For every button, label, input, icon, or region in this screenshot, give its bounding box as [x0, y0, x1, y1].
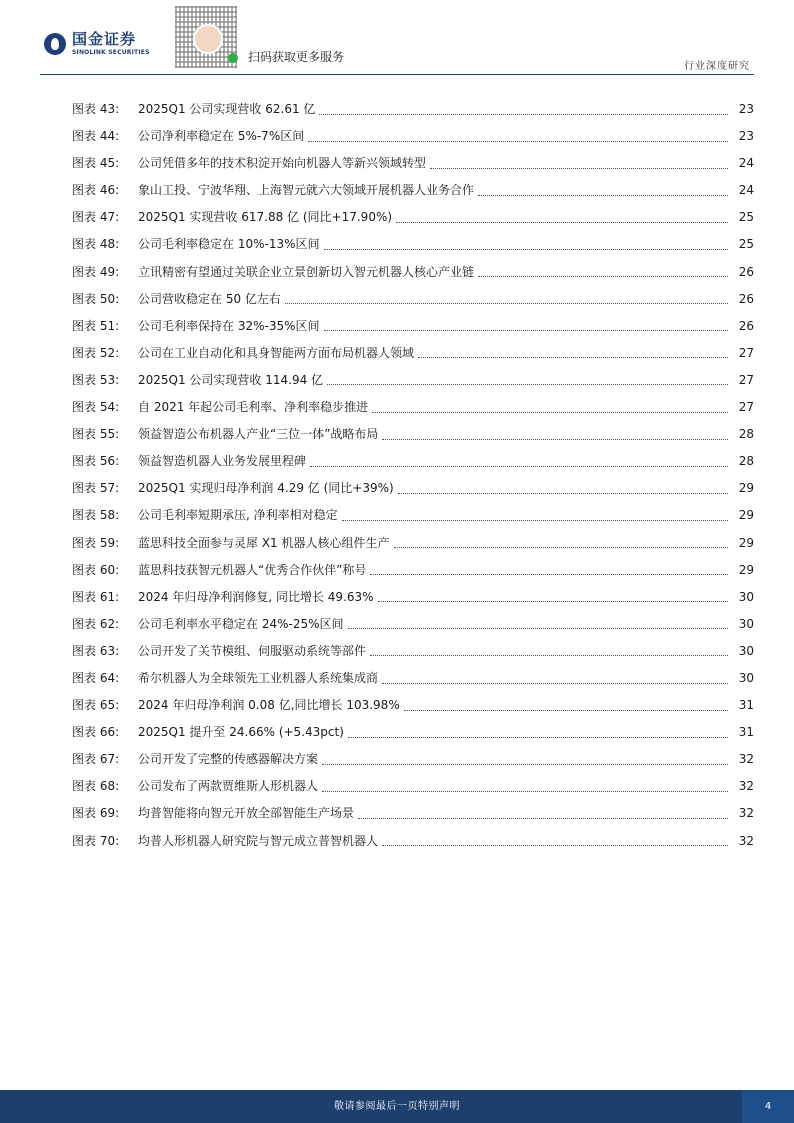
- toc-entry-title: 公司毛利率稳定在 10%-13%区间: [138, 237, 320, 252]
- toc-dot-leader: [342, 519, 728, 521]
- toc-dot-leader: [372, 411, 728, 413]
- toc-entry-page: 30: [738, 643, 754, 658]
- toc-entry[interactable]: [72, 231, 754, 258]
- toc-entry-title: 立讯精密有望通过关联企业立景创新切入智元机器人核心产业链: [138, 264, 475, 279]
- toc-entry-page: 32: [738, 752, 754, 767]
- toc-dot-leader: [310, 465, 728, 467]
- toc-entry-page: 23: [738, 129, 754, 144]
- toc-entry-page: 30: [738, 670, 754, 685]
- toc-entry-page: 27: [738, 400, 754, 415]
- toc-entry[interactable]: [72, 530, 754, 557]
- toc-entry-label: 图表 70:: [72, 833, 120, 848]
- toc-entry-page: 25: [738, 237, 754, 252]
- scan-for-services-text: 扫码获取更多服务: [248, 50, 345, 64]
- toc-entry[interactable]: [72, 475, 754, 502]
- toc-entry-label: 图表 54:: [72, 400, 120, 415]
- toc-dot-leader: [478, 194, 728, 196]
- toc-entry-title: 公司毛利率水平稳定在 24%-25%区间: [138, 616, 344, 631]
- toc-entry-label: 图表 58:: [72, 508, 120, 523]
- toc-entry-title: 2025Q1 提升至 24.66% (+5.43pct): [138, 725, 344, 740]
- toc-entry-title: 希尔机器人为全球领先工业机器人系统集成商: [138, 670, 379, 685]
- toc-entry[interactable]: [72, 259, 754, 286]
- toc-entry-title: 公司毛利率保持在 32%-35%区间: [138, 318, 320, 333]
- toc-entry-page: 32: [738, 806, 754, 821]
- toc-entry[interactable]: [72, 286, 754, 313]
- toc-dot-leader: [370, 573, 728, 575]
- toc-entry-label: 图表 60:: [72, 562, 120, 577]
- toc-entry-label: 图表 65:: [72, 698, 120, 713]
- toc-entry-title: 2025Q1 实现归母净利润 4.29 亿 (同比+39%): [138, 481, 394, 496]
- toc-entry-title: 象山工投、宁波华翔、上海智元就六大领域开展机器人业务合作: [138, 183, 475, 198]
- toc-dot-leader: [324, 248, 729, 250]
- toc-entry-title: 公司发布了两款贾维斯人形机器人: [138, 779, 319, 794]
- toc-entry-label: 图表 57:: [72, 481, 120, 496]
- toc-entry-label: 图表 52:: [72, 345, 120, 360]
- toc-entry-label: 图表 45:: [72, 156, 120, 171]
- toc-entry[interactable]: [72, 611, 754, 638]
- toc-entry-label: 图表 59:: [72, 535, 120, 550]
- toc-entry-page: 28: [738, 454, 754, 469]
- toc-entry-page: 28: [738, 427, 754, 442]
- toc-entry-label: 图表 48:: [72, 237, 120, 252]
- toc-entry-page: 32: [738, 833, 754, 848]
- toc-entry-label: 图表 61:: [72, 589, 120, 604]
- toc-entry-page: 27: [738, 345, 754, 360]
- toc-entry[interactable]: [72, 421, 754, 448]
- toc-entry[interactable]: [72, 773, 754, 800]
- toc-entry-title: 公司凭借多年的技术积淀开始向机器人等新兴领域转型: [138, 156, 427, 171]
- toc-entry[interactable]: [72, 502, 754, 529]
- table-of-figures: [72, 96, 754, 855]
- page-number: 4: [742, 1090, 794, 1123]
- toc-entry-label: 图表 68:: [72, 779, 120, 794]
- logo-english-name: SINOLINK SECURITIES: [72, 49, 150, 56]
- toc-entry[interactable]: [72, 665, 754, 692]
- toc-entry[interactable]: [72, 123, 754, 150]
- toc-entry-label: 图表 62:: [72, 616, 120, 631]
- toc-entry[interactable]: [72, 638, 754, 665]
- toc-entry-title: 公司开发了关节模组、伺服驱动系统等部件: [138, 643, 367, 658]
- toc-dot-leader: [418, 356, 728, 358]
- toc-entry-title: 领益智造机器人业务发展里程碑: [138, 454, 307, 469]
- toc-entry-title: 2024 年归母净利润 0.08 亿,同比增长 103.98%: [138, 698, 400, 713]
- toc-dot-leader: [348, 627, 729, 629]
- toc-entry-page: 29: [738, 535, 754, 550]
- toc-entry-title: 公司营收稳定在 50 亿左右: [138, 291, 281, 306]
- toc-entry[interactable]: [72, 96, 754, 123]
- toc-entry-label: 图表 51:: [72, 318, 120, 333]
- toc-entry-title: 2025Q1 公司实现营收 62.61 亿: [138, 102, 316, 116]
- toc-entry-label: 图表 43:: [72, 102, 120, 116]
- toc-entry[interactable]: [72, 394, 754, 421]
- sinolink-logo-icon: [44, 33, 66, 55]
- toc-dot-leader: [370, 654, 728, 656]
- toc-dot-leader: [308, 140, 728, 142]
- toc-entry-label: 图表 63:: [72, 643, 120, 658]
- toc-entry-page: 29: [738, 481, 754, 496]
- toc-entry-page: 30: [738, 589, 754, 604]
- wechat-badge-icon: [228, 53, 238, 63]
- logo-chinese-name: 国金证券: [72, 30, 137, 48]
- toc-entry-title: 公司净利率稳定在 5%-7%区间: [138, 129, 305, 144]
- toc-entry-label: 图表 44:: [72, 129, 120, 144]
- toc-entry[interactable]: [72, 746, 754, 773]
- toc-entry[interactable]: [72, 828, 754, 855]
- toc-entry-page: 29: [738, 508, 754, 523]
- toc-entry-title: 蓝思科技全面参与灵犀 X1 机器人核心组件生产: [138, 535, 390, 550]
- header-divider: [40, 74, 754, 75]
- toc-entry[interactable]: [72, 204, 754, 231]
- toc-entry-label: 图表 49:: [72, 264, 120, 279]
- toc-entry-page: 31: [738, 698, 754, 713]
- toc-entry[interactable]: [72, 692, 754, 719]
- toc-dot-leader: [430, 167, 728, 169]
- toc-entry-page: 26: [738, 291, 754, 306]
- toc-entry-label: 图表 69:: [72, 806, 120, 821]
- toc-entry[interactable]: [72, 150, 754, 177]
- toc-entry-label: 图表 53:: [72, 372, 120, 387]
- toc-entry-title: 2025Q1 实现营收 617.88 亿 (同比+17.90%): [138, 210, 393, 225]
- page-header: [0, 0, 794, 76]
- toc-dot-leader: [322, 790, 728, 792]
- toc-entry-label: 图表 67:: [72, 752, 120, 767]
- toc-dot-leader: [348, 736, 728, 738]
- toc-entry-title: 公司在工业自动化和具身智能两方面布局机器人领域: [138, 345, 415, 360]
- toc-dot-leader: [398, 492, 728, 494]
- toc-entry-page: 24: [738, 156, 754, 171]
- toc-entry-title: 自 2021 年起公司毛利率、净利率稳步推进: [138, 400, 369, 415]
- report-category: 行业深度研究: [684, 61, 750, 72]
- toc-dot-leader: [358, 817, 728, 819]
- toc-dot-leader: [404, 709, 728, 711]
- toc-entry[interactable]: [72, 340, 754, 367]
- toc-dot-leader: [394, 546, 729, 548]
- toc-entry-label: 图表 64:: [72, 670, 120, 685]
- toc-entry[interactable]: [72, 367, 754, 394]
- toc-entry-label: 图表 66:: [72, 725, 120, 740]
- toc-entry-label: 图表 56:: [72, 454, 120, 469]
- toc-dot-leader: [382, 844, 728, 846]
- toc-dot-leader: [382, 682, 728, 684]
- toc-entry[interactable]: [72, 313, 754, 340]
- toc-entry-title: 均普智能将向智元开放全部智能生产场景: [138, 806, 355, 821]
- page-footer: [0, 1090, 794, 1123]
- toc-dot-leader: [378, 600, 728, 602]
- toc-entry[interactable]: [72, 800, 754, 827]
- toc-entry-page: 23: [738, 102, 754, 116]
- toc-dot-leader: [319, 113, 728, 115]
- toc-dot-leader: [327, 383, 728, 385]
- toc-entry-title: 均普人形机器人研究院与智元成立普智机器人: [138, 833, 379, 848]
- sinolink-logo: [44, 32, 150, 56]
- toc-entry-label: 图表 55:: [72, 427, 120, 442]
- footer-disclaimer: 敬请参阅最后一页特别声明: [334, 1101, 460, 1112]
- toc-entry[interactable]: [72, 177, 754, 204]
- toc-entry-page: 32: [738, 779, 754, 794]
- toc-entry-label: 图表 50:: [72, 291, 120, 306]
- toc-entry-page: 29: [738, 562, 754, 577]
- toc-dot-leader: [322, 763, 728, 765]
- toc-entry[interactable]: [72, 719, 754, 746]
- toc-entry-page: 30: [738, 616, 754, 631]
- toc-dot-leader: [382, 438, 728, 440]
- toc-entry-title: 领益智造公布机器人产业“三位一体”战略布局: [138, 427, 379, 442]
- toc-entry-page: 25: [738, 210, 754, 225]
- toc-entry-label: 图表 47:: [72, 210, 120, 225]
- toc-entry-title: 公司毛利率短期承压, 净利率相对稳定: [138, 508, 338, 523]
- toc-entry-title: 蓝思科技获智元机器人“优秀合作伙伴”称号: [138, 562, 367, 577]
- toc-entry-title: 公司开发了完整的传感器解决方案: [138, 752, 319, 767]
- toc-entry-page: 24: [738, 183, 754, 198]
- toc-entry[interactable]: [72, 448, 754, 475]
- toc-dot-leader: [478, 275, 728, 277]
- toc-entry-title: 2024 年归母净利润修复, 同比增长 49.63%: [138, 589, 374, 604]
- toc-entry-page: 26: [738, 264, 754, 279]
- toc-entry[interactable]: [72, 557, 754, 584]
- toc-dot-leader: [324, 329, 729, 331]
- toc-dot-leader: [396, 221, 728, 223]
- toc-entry-page: 27: [738, 372, 754, 387]
- toc-entry-page: 31: [738, 725, 754, 740]
- toc-entry-label: 图表 46:: [72, 183, 120, 198]
- qr-center-logo-icon: [193, 24, 223, 54]
- toc-entry-page: 26: [738, 318, 754, 333]
- toc-dot-leader: [285, 302, 728, 304]
- toc-entry[interactable]: [72, 584, 754, 611]
- toc-entry-title: 2025Q1 公司实现营收 114.94 亿: [138, 372, 324, 387]
